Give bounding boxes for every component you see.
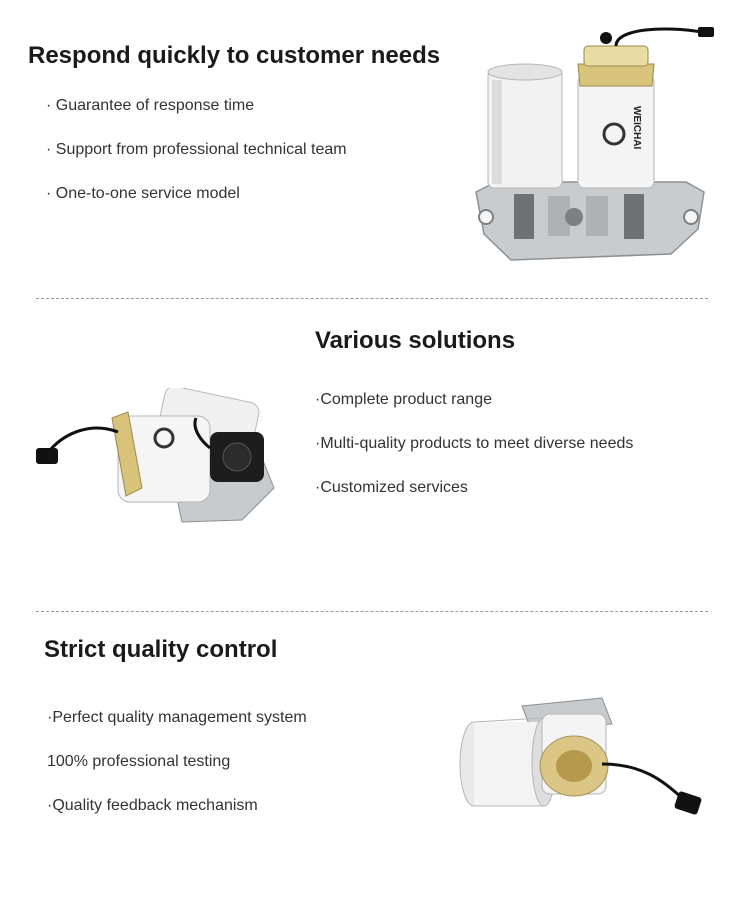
section-title: Various solutions (315, 327, 516, 354)
brand-mark: WEICHAI (631, 106, 642, 150)
filter-assembly-side-view-image (452, 694, 717, 824)
bullet-item: 100% professional testing (47, 753, 231, 770)
bullet-item: ·Quality feedback mechanism (47, 797, 258, 814)
bullet-item: ·Customized services (315, 479, 468, 496)
section-divider (36, 298, 708, 299)
bullet-item: ·Multi-quality products to meet diverse needs (315, 435, 634, 452)
bullet-item: · Guarantee of response time (46, 97, 255, 114)
bullet-item: ·Complete product range (315, 391, 492, 408)
section-divider (36, 611, 708, 612)
bullet-item: · One-to-one service model (46, 185, 240, 202)
section-title: Respond quickly to customer needs (28, 42, 441, 69)
bullet-item: ·Perfect quality management system (47, 709, 307, 726)
fuel-filter-with-pump-image (32, 388, 282, 528)
bullet-item: · Support from professional technical team (46, 141, 347, 158)
dual-fuel-filter-image (466, 24, 716, 274)
section-title: Strict quality control (44, 636, 278, 663)
